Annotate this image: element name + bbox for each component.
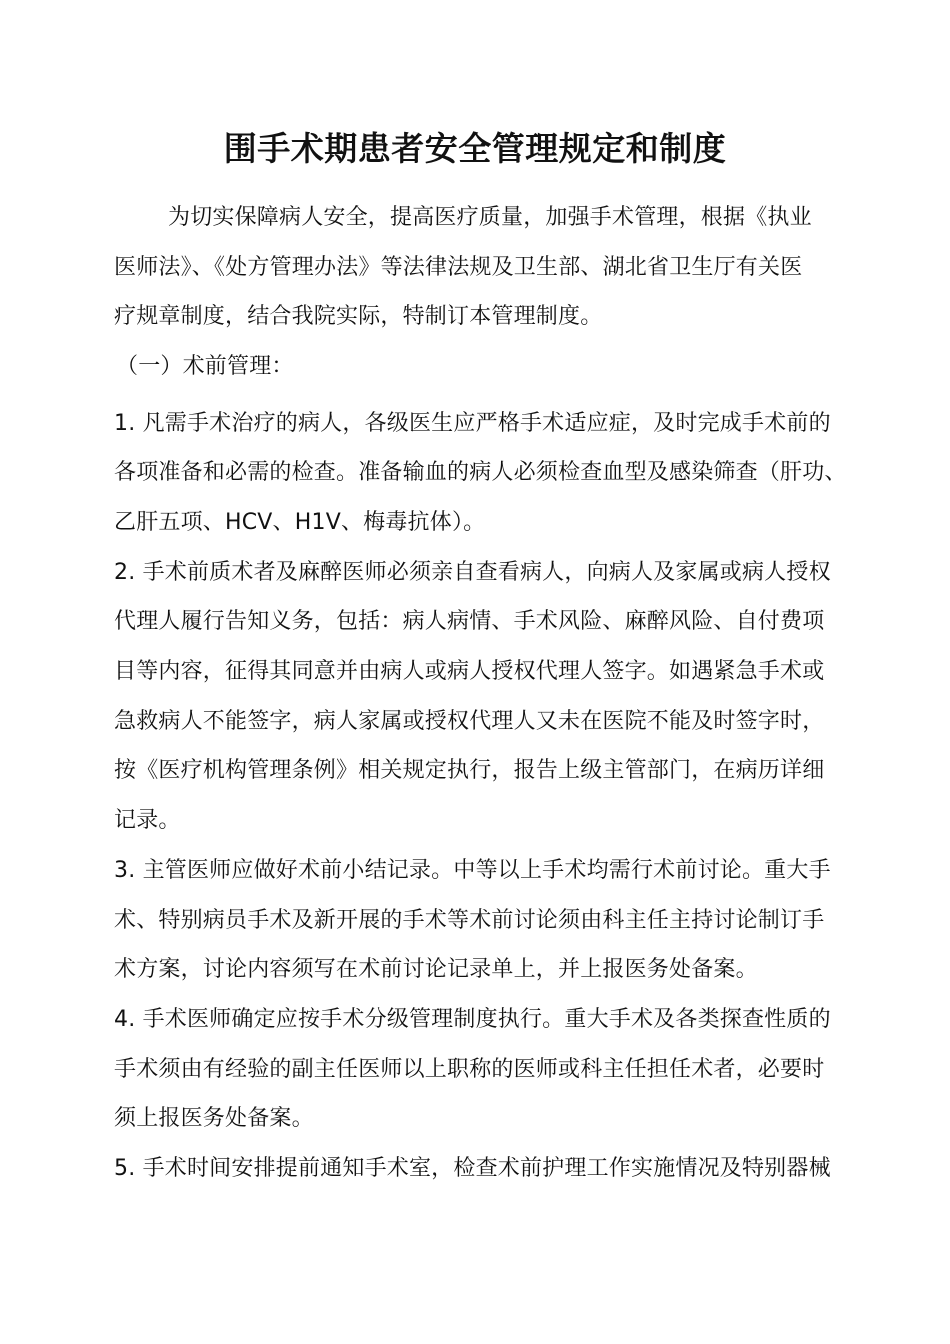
text-line: 1. 凡需手术治疗的病人，各级医生应严格手术适应症，及时完成手术前的 <box>114 411 831 436</box>
text-line: 为切实保障病人安全，提高医疗质量，加强手术管理，根据《执业 <box>168 205 812 230</box>
text-line: 3. 主管医师应做好术前小结记录。中等以上手术均需行术前讨论。重大手 <box>114 858 831 883</box>
text-line: 医师法》、《处方管理办法》等法律法规及卫生部、湖北省卫生厅有关医 <box>114 255 803 280</box>
text-line: 5. 手术时间安排提前通知手术室，检查术前护理工作实施情况及特别器械 <box>114 1156 831 1181</box>
text-line: 各项准备和必需的检查。准备输血的病人必须检查血型及感染筛查（肝功、 <box>114 460 847 485</box>
text-line: 急救病人不能签字，病人家属或授权代理人又未在医院不能及时签字时， <box>114 709 825 734</box>
text-line: 4. 手术医师确定应按手术分级管理制度执行。重大手术及各类探查性质的 <box>114 1007 831 1032</box>
text-line: 须上报医务处备案。 <box>114 1106 314 1131</box>
text-line: 目等内容，征得其同意并由病人或病人授权代理人签字。如遇紧急手术或 <box>114 659 825 684</box>
section-heading: （一）术前管理： <box>116 354 294 379</box>
document-title: 围手术期患者安全管理规定和制度 <box>223 129 727 168</box>
text-line: 2. 手术前质术者及麻醉医师必须亲自查看病人，向病人及家属或病人授权 <box>114 560 831 585</box>
text-line: 代理人履行告知义务，包括：病人病情、手术风险、麻醉风险、自付费项 <box>114 609 825 634</box>
text-line: 疗规章制度，结合我院实际，特制订本管理制度。 <box>114 304 603 329</box>
text-line: 术方案，讨论内容须写在术前讨论记录单上，并上报医务处备案。 <box>114 957 758 982</box>
text-line: 术、特别病员手术及新开展的手术等术前讨论须由科主任主持讨论制订手 <box>114 908 825 933</box>
text-line: 乙肝五项、HCV、H1V、梅毒抗体）。 <box>114 510 486 535</box>
text-line: 按《医疗机构管理条例》相关规定执行，报告上级主管部门，在病历详细 <box>114 758 825 783</box>
text-line: 手术须由有经验的副主任医师以上职称的医师或科主任担任术者，必要时 <box>114 1057 825 1082</box>
text-line: 记录。 <box>114 808 181 833</box>
